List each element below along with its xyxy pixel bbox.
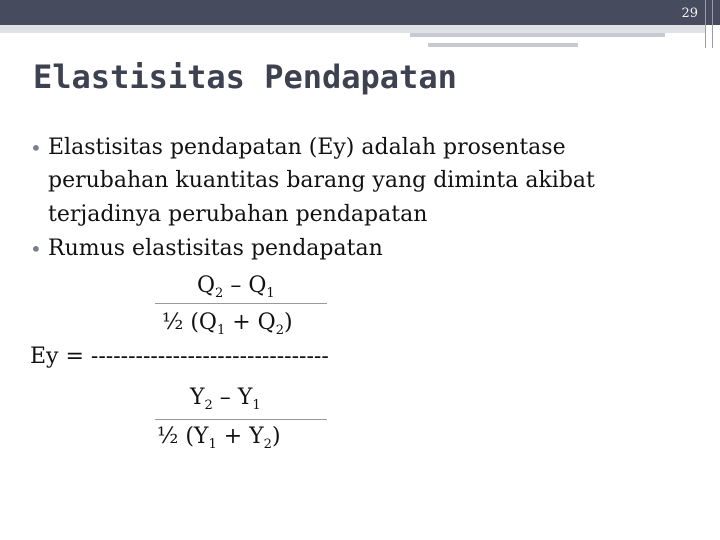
fraction-bar bbox=[155, 419, 327, 420]
page-number: 29 bbox=[681, 6, 698, 21]
suffix: ) bbox=[271, 424, 281, 449]
prefix: ½ ( bbox=[157, 424, 194, 449]
corner-line bbox=[705, 0, 706, 48]
symbol: Y bbox=[249, 424, 264, 449]
y-denominator bbox=[157, 424, 281, 452]
fraction-bar bbox=[155, 303, 327, 304]
header-stripe-upper bbox=[410, 33, 665, 37]
symbol: Y bbox=[193, 424, 209, 449]
prefix: ½ ( bbox=[162, 310, 199, 335]
operator: – bbox=[223, 273, 249, 298]
symbol: Q bbox=[257, 310, 276, 335]
subscript: 1 bbox=[208, 437, 217, 452]
header-stripe-lower bbox=[428, 43, 578, 47]
subscript: 2 bbox=[215, 286, 224, 301]
subscript: 1 bbox=[266, 286, 275, 301]
symbol: Y bbox=[237, 385, 253, 410]
operator: + bbox=[225, 310, 258, 335]
bullet-marker: • bbox=[30, 237, 42, 261]
ey-line: Ey = -------------------------------- bbox=[30, 344, 329, 369]
header-bar bbox=[0, 0, 720, 25]
subscript: 2 bbox=[204, 398, 213, 413]
header-stripe-light bbox=[0, 25, 705, 33]
slide-title: Elastisitas Pendapatan bbox=[33, 58, 457, 96]
corner-line bbox=[712, 0, 713, 48]
subscript: 1 bbox=[216, 323, 226, 338]
subscript: 2 bbox=[263, 437, 272, 452]
q-numerator bbox=[197, 273, 275, 301]
symbol: Q bbox=[197, 273, 216, 298]
symbol: Y bbox=[190, 385, 205, 410]
bullet-marker: • bbox=[30, 136, 42, 160]
bullet-line: terjadinya perubahan pendapatan bbox=[48, 202, 428, 227]
bullet-line: Rumus elastisitas pendapatan bbox=[48, 236, 383, 261]
q-denominator bbox=[162, 310, 293, 338]
suffix: ) bbox=[283, 310, 293, 335]
operator: + bbox=[216, 424, 250, 449]
bullet-line: perubahan kuantitas barang yang diminta akibat bbox=[48, 168, 595, 193]
symbol: Q bbox=[248, 273, 267, 298]
y-numerator bbox=[190, 385, 261, 413]
subscript: 1 bbox=[252, 398, 261, 413]
operator: – bbox=[212, 385, 238, 410]
symbol: Q bbox=[198, 310, 217, 335]
subscript: 2 bbox=[275, 323, 284, 338]
bullet-line: Elastisitas pendapatan (Ey) adalah prosentase bbox=[48, 135, 566, 160]
